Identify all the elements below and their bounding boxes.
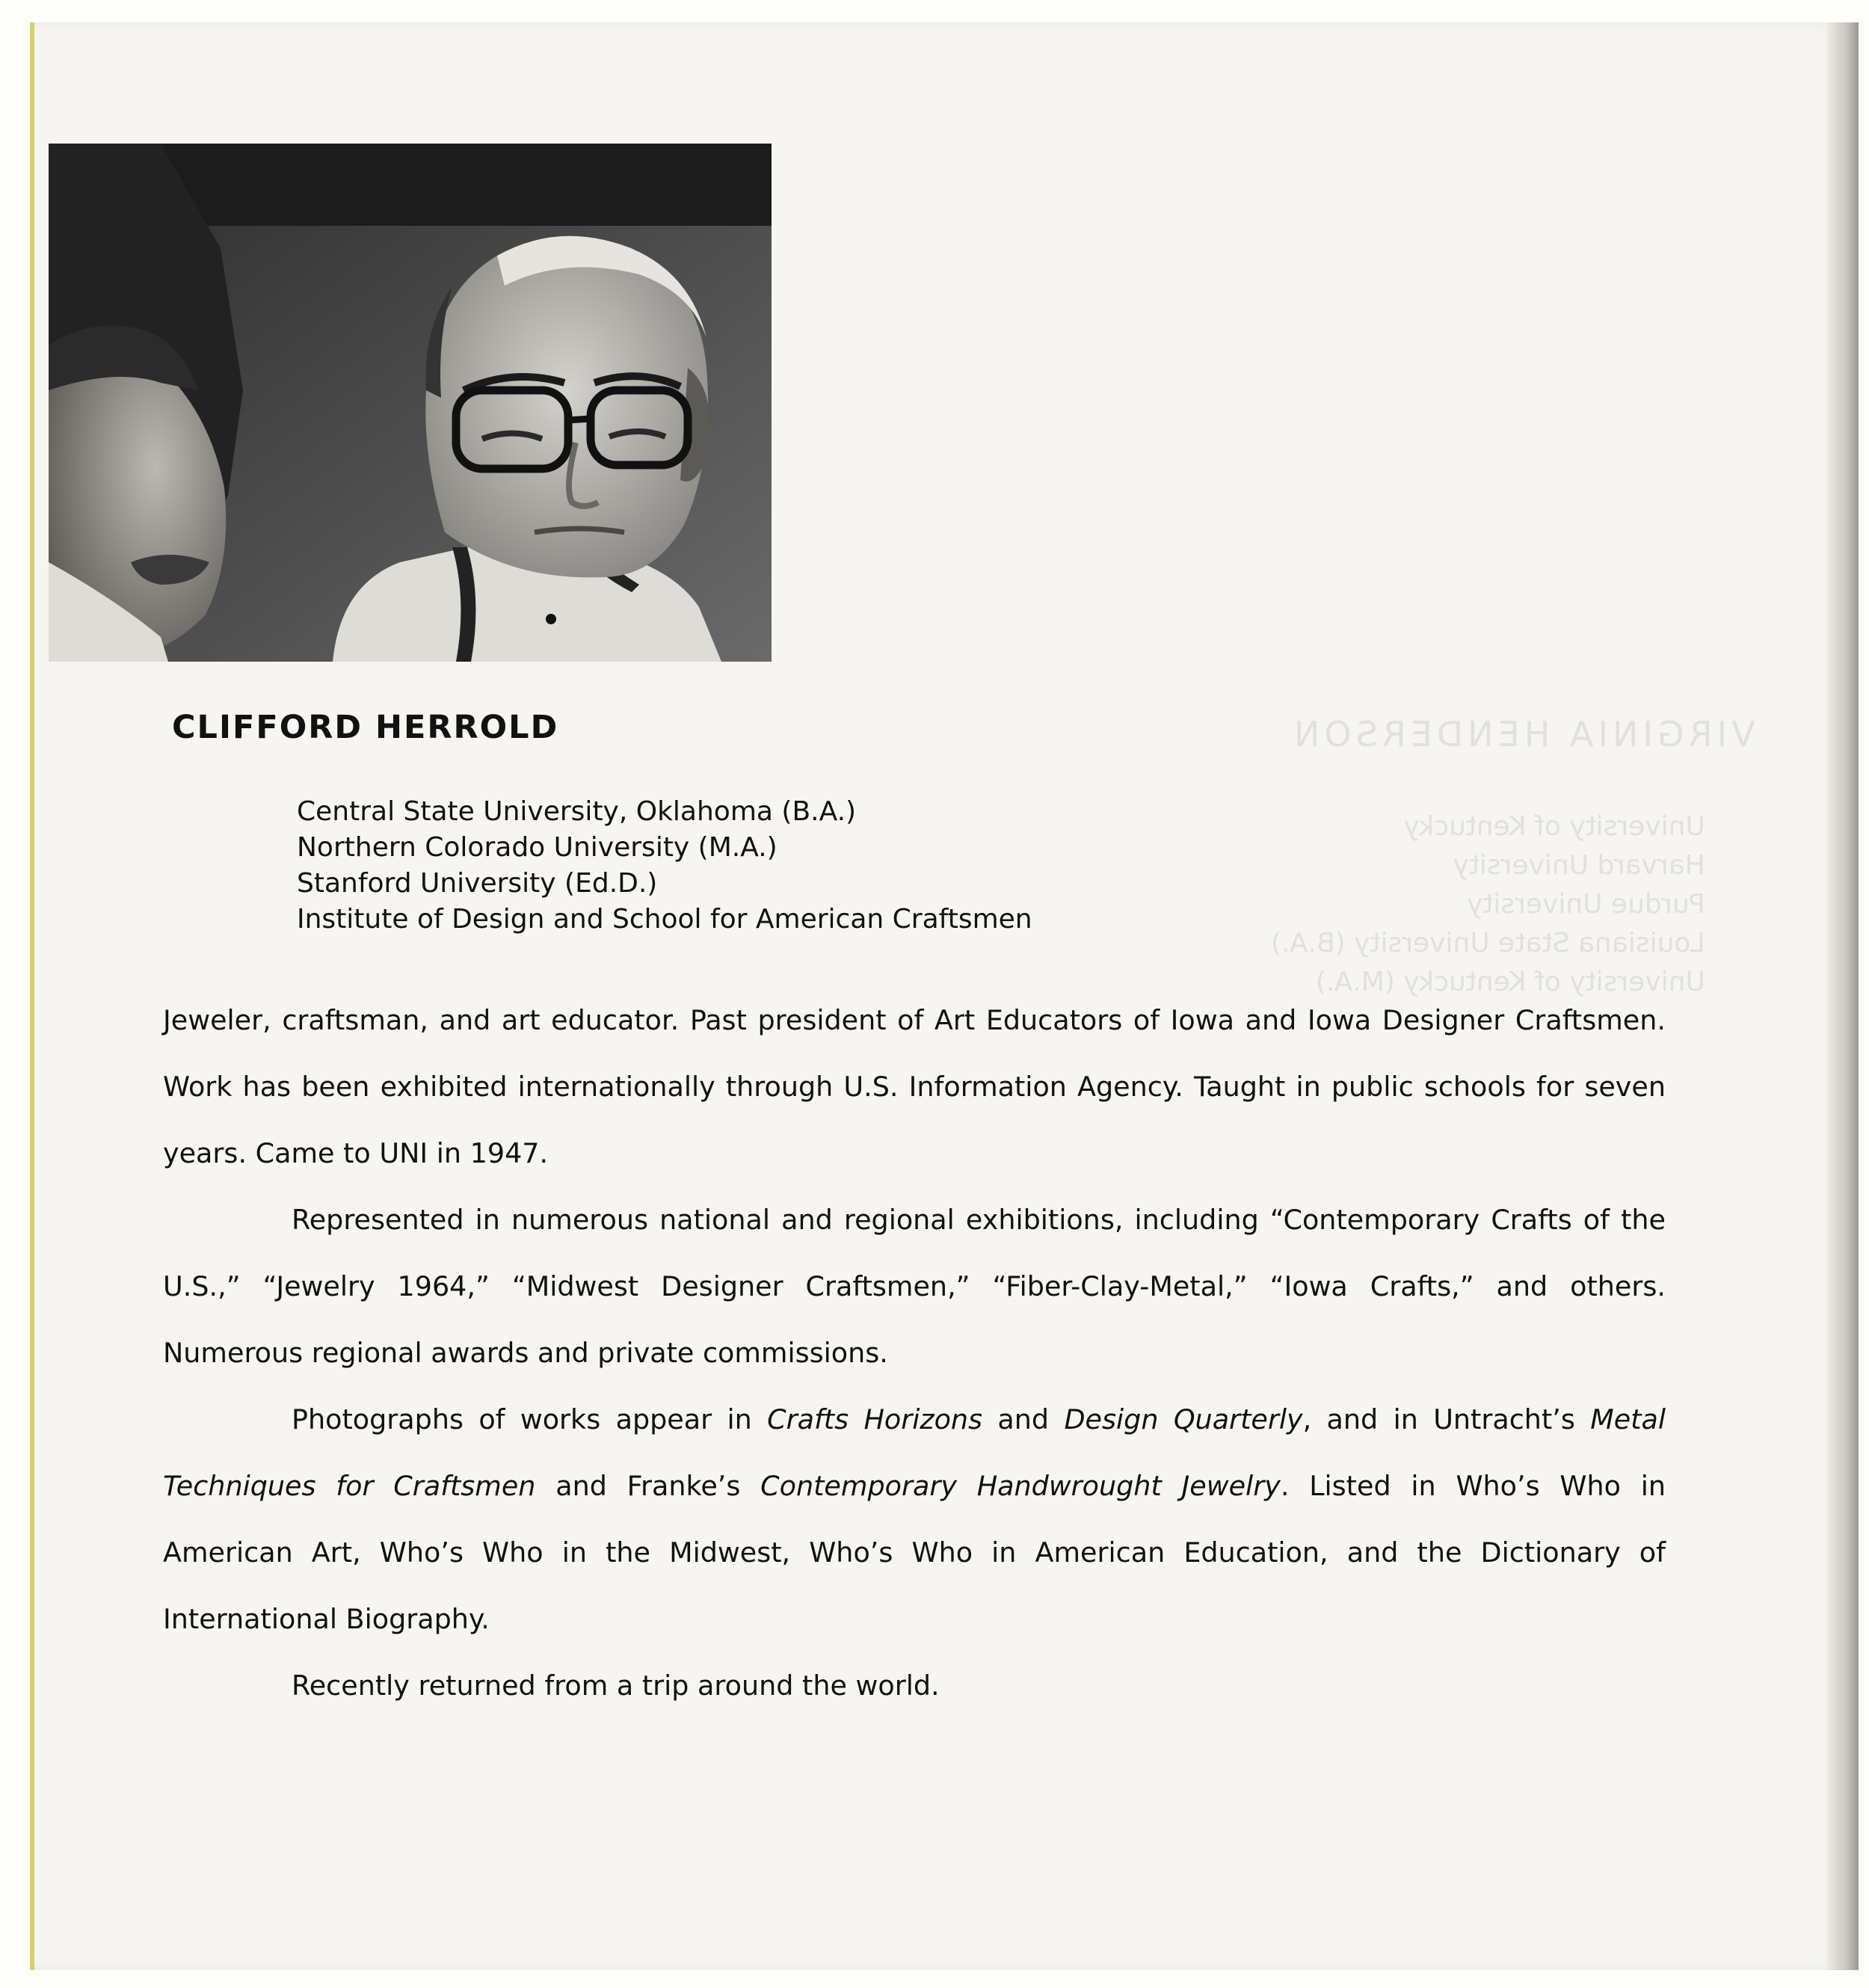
education-item: Institute of Design and School for American Craftsmen [297, 904, 1032, 935]
education-list [297, 794, 1032, 938]
education-item: Northern Colorado University (M.A.) [297, 832, 778, 863]
bio-text: , and in Untracht’s [1302, 1403, 1591, 1435]
bleed-through-line: Louisiana State University (B.A.) [1271, 928, 1705, 958]
publication-title: Crafts Horizons [767, 1403, 983, 1435]
page-gutter [1827, 22, 1859, 1970]
publication-title: Contemporary Handwrought Jewelry [760, 1470, 1281, 1502]
bleed-through-text [1271, 807, 1705, 1002]
bio-paragraph-1: Jeweler, craftsman, and art educator. Past president of Art Educators of Iowa and Iowa Designer Craftsmen. Work has been exhibited internationally through U.S. Information Agency. Taught in public schools for seven years. Came to UNI in 1947. [163, 1004, 1666, 1169]
bio-text: and [982, 1403, 1065, 1435]
bleed-through-line: University of Kentucky [1403, 811, 1705, 842]
bleed-through-line: Harvard University [1453, 850, 1705, 881]
education-item: Central State University, Oklahoma (B.A.) [297, 796, 857, 827]
bio-paragraph-3 [163, 1386, 1666, 1652]
bleed-through-line: Purdue University [1466, 889, 1705, 920]
bleed-through-line: University of Kentucky (M.A.) [1315, 967, 1705, 997]
bio-text: . Listed in Who’s Who in American Art, Who’s Who in the Midwest, Who’s Who in American Education, and the Dictionary of International Biography. [163, 1470, 1666, 1635]
biography [163, 987, 1666, 1719]
education-item: Stanford University (Ed.D.) [297, 868, 658, 899]
portrait-photo [49, 144, 772, 662]
publication-title: Design Quarterly [1064, 1403, 1303, 1435]
person-name-heading: CLIFFORD HERROLD [172, 709, 559, 746]
bio-paragraph-4: Recently returned from a trip around the world. [292, 1670, 940, 1702]
bio-text: and Franke’s [535, 1470, 761, 1502]
bleed-through-title: VIRGINIA HENDERSON [1290, 714, 1755, 754]
bio-text: Photographs of works appear in [292, 1403, 768, 1435]
publication-title: Metal Techniques for Craftsmen [163, 1403, 1666, 1502]
bio-paragraph-2: Represented in numerous national and regional exhibitions, including “Contemporary Crafts of the U.S.,” “Jewelry 1964,” “Midwest Designer Craftsmen,” “Fiber-Clay-Metal,” “Iowa Crafts,” and others. Numerous regional awards and private commissions. [163, 1204, 1666, 1369]
